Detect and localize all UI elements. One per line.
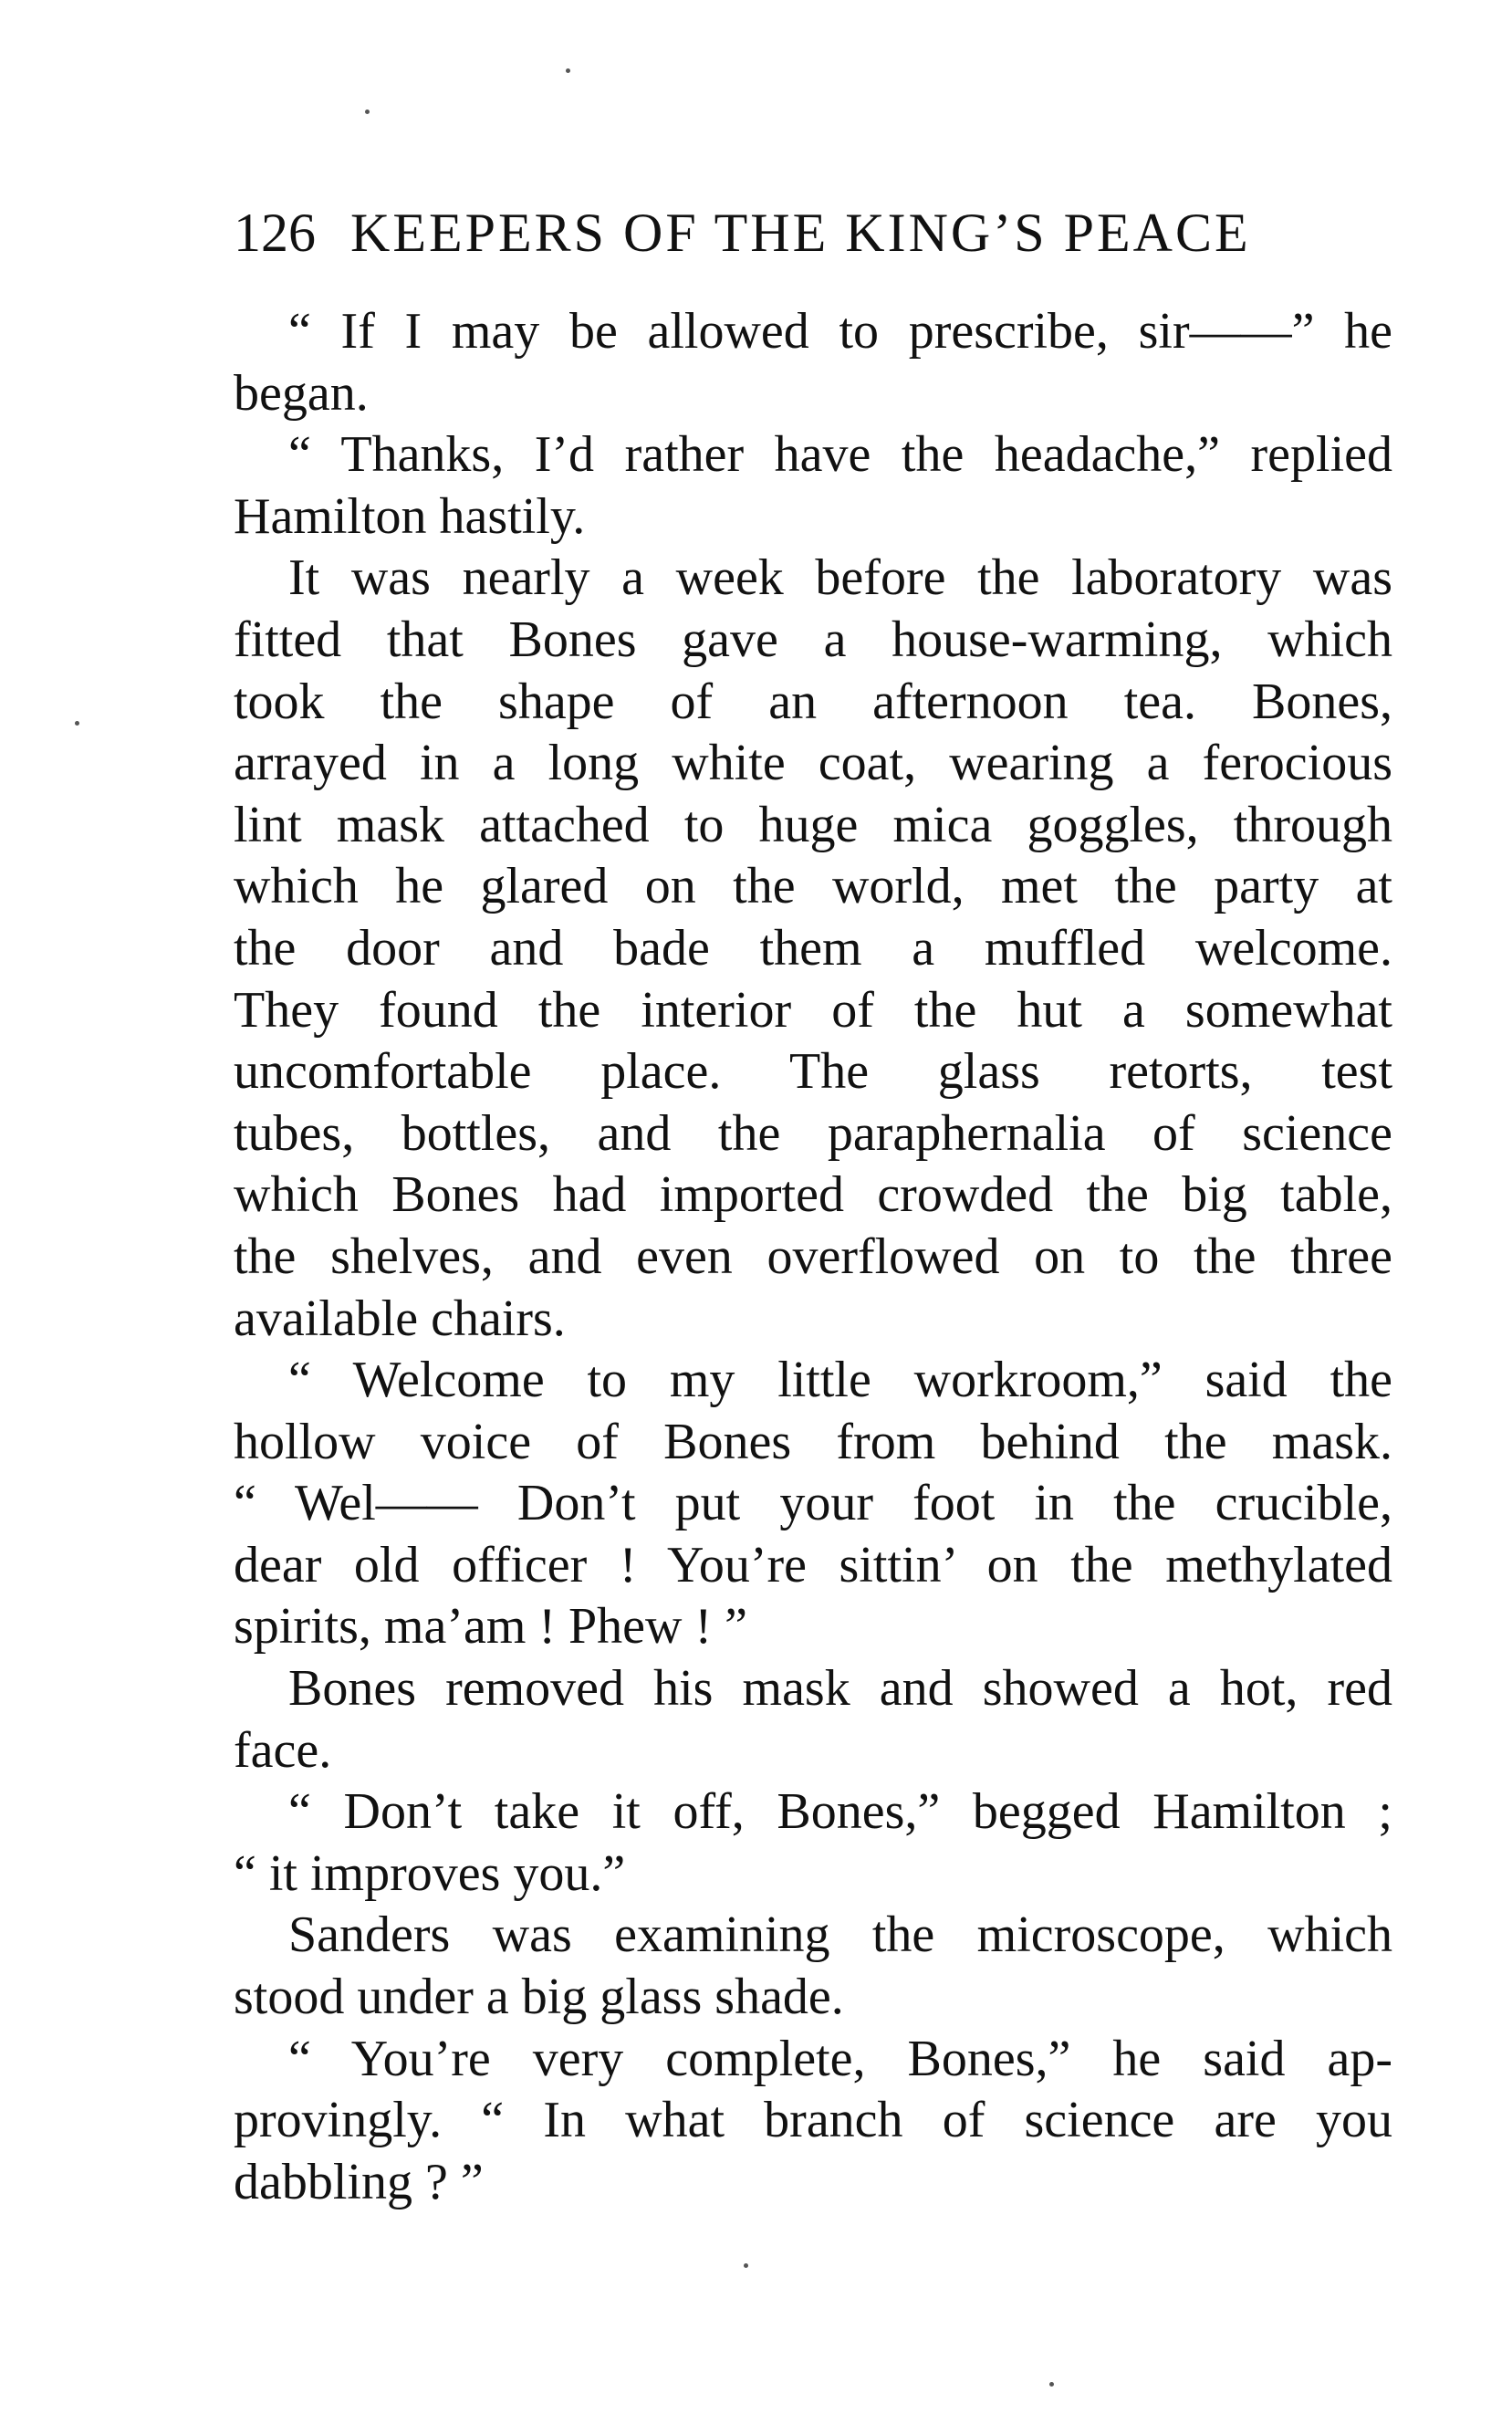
text-line: Bones removed his mask and showed a hot, red — [288, 1660, 1392, 1718]
text-line: “ it improves you.” — [234, 1844, 626, 1902]
text-line: arrayed in a long white coat, wearing a ferocious — [234, 735, 1392, 792]
text-line: spirits, ma’am ! Phew ! ” — [234, 1598, 747, 1656]
text-line: available chairs. — [234, 1290, 566, 1347]
speck — [744, 2263, 748, 2268]
text-line: “ Wel—— Don’t put your foot in the crucible, — [234, 1475, 1392, 1532]
text-line: It was nearly a week before the laboratory was — [288, 549, 1392, 607]
text-line: uncomfortable place. The glass retorts, test — [234, 1043, 1392, 1101]
speck — [75, 721, 79, 726]
text-line: “ If I may be allowed to prescribe, sir——” he — [288, 303, 1392, 360]
text-line: Sanders was examining the microscope, which — [288, 1906, 1392, 1964]
text-line: hollow voice of Bones from behind the mask. — [234, 1413, 1392, 1470]
text-line: face. — [234, 1721, 332, 1779]
text-line: lint mask attached to huge mica goggles, through — [234, 796, 1392, 853]
speck — [365, 110, 370, 114]
text-line: which Bones had imported crowded the big table, — [234, 1166, 1392, 1224]
text-line: “ Don’t take it off, Bones,” begged Hamilton ; — [288, 1783, 1392, 1841]
text-line: took the shape of an afternoon tea. Bones, — [234, 673, 1392, 730]
running-head — [234, 196, 1374, 269]
page-number: 126 — [234, 203, 316, 263]
speck — [566, 68, 570, 73]
text-line: tubes, bottles, and the paraphernalia of science — [234, 1104, 1392, 1162]
text-line: began. — [234, 364, 369, 422]
body-text — [234, 301, 1392, 2213]
text-line: “ Welcome to my little workroom,” said the — [288, 1352, 1392, 1409]
speck — [1049, 2382, 1054, 2387]
text-line: “ Thanks, I’d rather have the headache,” replied — [288, 426, 1392, 484]
running-title: KEEPERS OF THE KING’S PEACE — [350, 203, 1251, 263]
text-line: stood under a big glass shade. — [234, 1969, 844, 2026]
text-line: “ You’re very complete, Bones,” he said ap- — [288, 2030, 1392, 2087]
text-line: provingly. “ In what branch of science are you — [234, 2092, 1392, 2149]
text-line: dabbling ? ” — [234, 2153, 484, 2210]
text-line: the door and bade them a muffled welcome. — [234, 919, 1392, 977]
text-line: dear old officer ! You’re sittin’ on the methylated — [234, 1536, 1392, 1593]
text-line: fitted that Bones gave a house-warming, which — [234, 611, 1392, 668]
text-line: the shelves, and even overflowed on to the three — [234, 1227, 1392, 1285]
text-line: They found the interior of the hut a somewhat — [234, 981, 1392, 1039]
text-line: Hamilton hastily. — [234, 487, 586, 545]
text-line: which he glared on the world, met the party at — [234, 858, 1392, 915]
